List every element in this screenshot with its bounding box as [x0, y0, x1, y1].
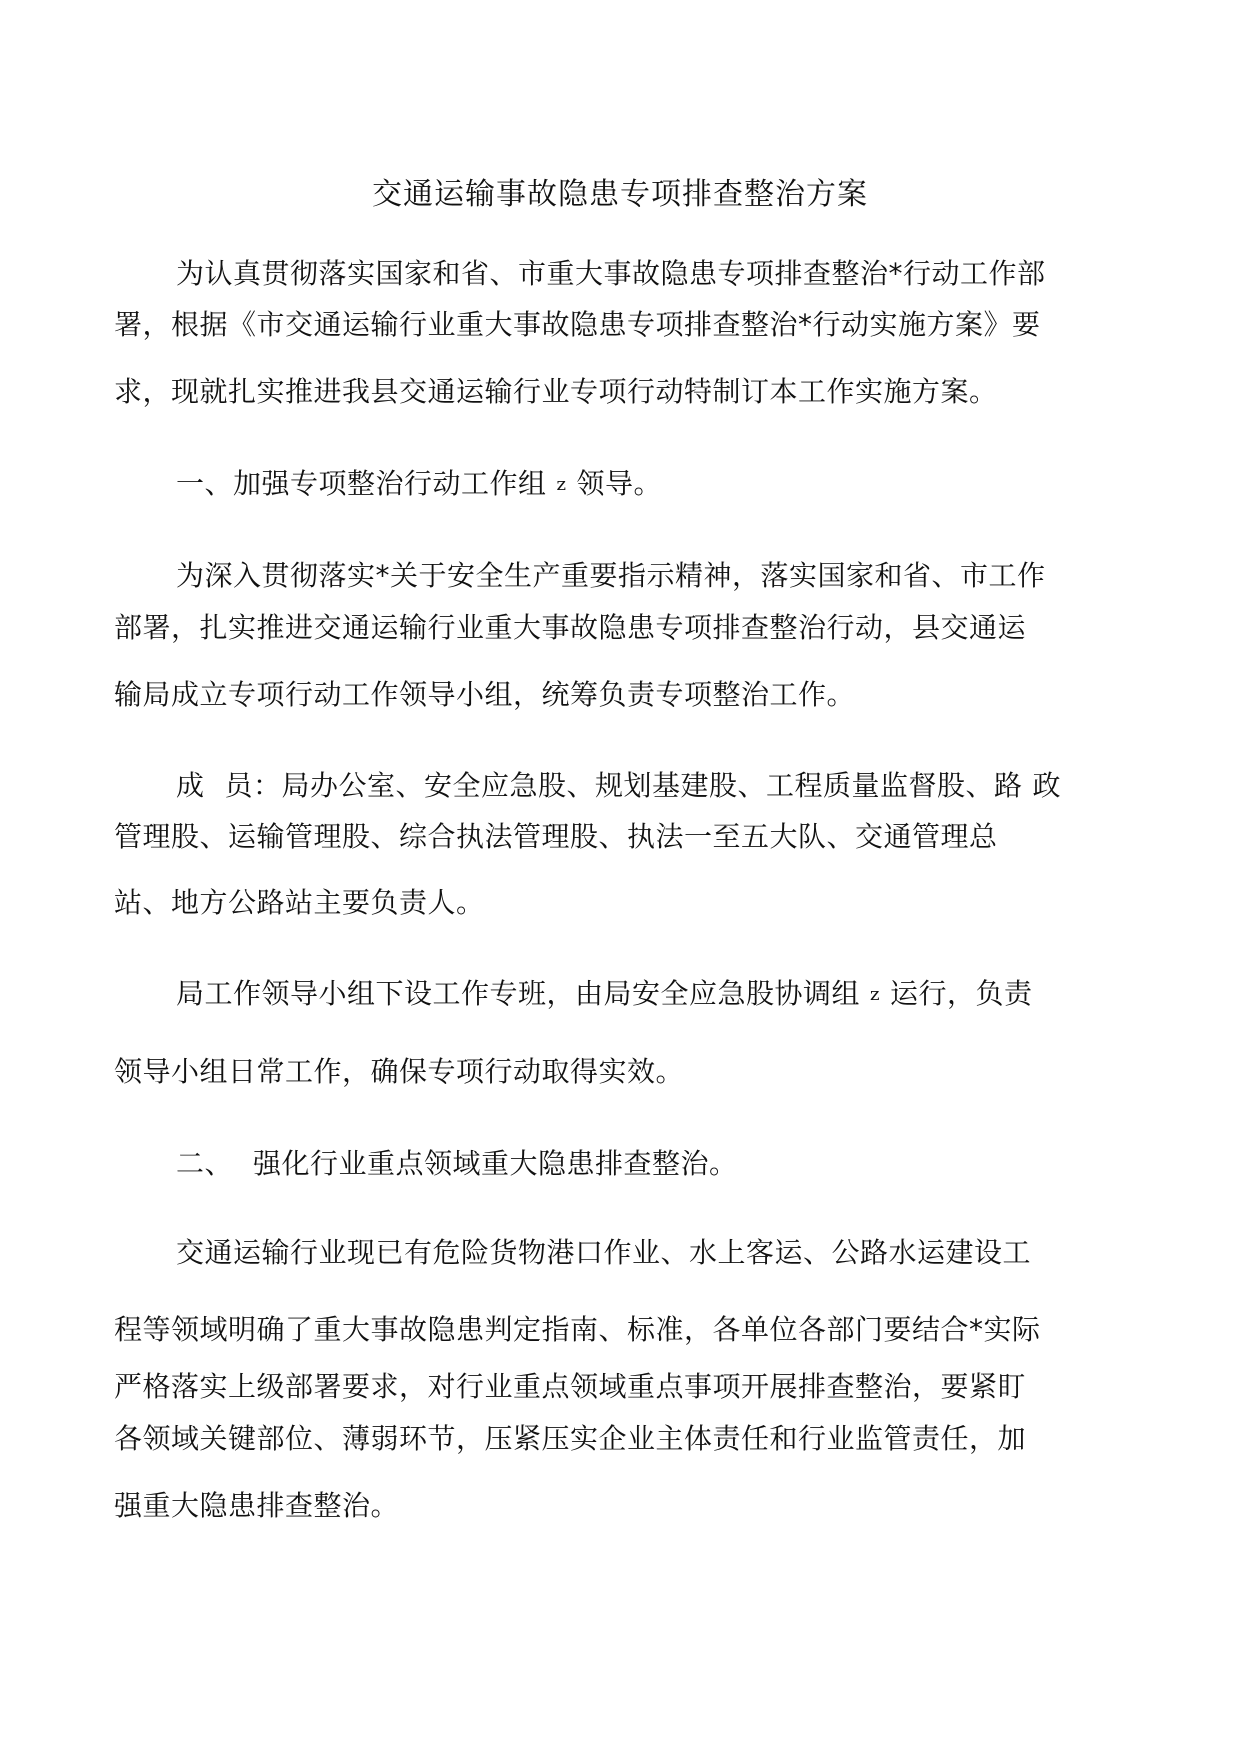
members-label-char-1: 成 [176, 769, 205, 802]
section-1-p1-line-2: 部署，扎实推进交通运输行业重大事故隐患专项排查整治行动，县交通运 [114, 611, 1027, 644]
section-1-p3-mark: z [870, 984, 880, 1005]
section-2-p1-line-3: 严格落实上级部署要求，对行业重点领域重点事项开展排查整治，要紧盯 [114, 1370, 1027, 1403]
intro-line-3: 求，现就扎实推进我县交通运输行业专项行动特制订本工作实施方案。 [114, 375, 998, 408]
section-2-p1-line-4: 各领域关键部位、薄弱环节，压紧压实企业主体责任和行业监管责任，加 [114, 1422, 1027, 1455]
section-1-p3-line-1 [176, 976, 1033, 1013]
section-1-heading-mark: z [556, 474, 567, 495]
members-line-2: 管理股、运输管理股、综合执法管理股、执法一至五大队、交通管理总 [114, 820, 998, 853]
section-1-heading [176, 466, 662, 503]
section-1-heading-text: 一、加强专项整治行动工作组 [176, 467, 547, 500]
section-1-heading-tail: 领导。 [576, 467, 663, 500]
section-2-p1-line-2: 程等领域明确了重大事故隐患判定指南、标准，各单位各部门要结合*实际 [114, 1313, 1041, 1346]
intro-line-2: 署，根据《市交通运输行业重大事故隐患专项排查整治*行动实施方案》要 [114, 308, 1041, 341]
members-list-start: 员：局办公室、安全应急股、规划基建股、工程质量监督股、路 [224, 769, 1023, 802]
section-2-heading [176, 1146, 738, 1182]
document-title: 交通运输事故隐患专项排查整治方案 [372, 177, 868, 212]
members-line-1 [176, 768, 1061, 804]
section-2-p1-line-5: 强重大隐患排查整治。 [114, 1489, 400, 1522]
section-2-p1-line-1: 交通运输行业现已有危险货物港口作业、水上客运、公路水运建设工 [176, 1236, 1032, 1269]
members-line-3: 站、地方公路站主要负责人。 [114, 886, 485, 919]
intro-line-1: 为认真贯彻落实国家和省、市重大事故隐患专项排查整治*行动工作部 [176, 257, 1046, 290]
section-1-p3-text: 局工作领导小组下设工作专班，由局安全应急股协调组 [176, 977, 861, 1010]
section-1-p1-line-1: 为深入贯彻落实*关于安全生产重要指示精神，落实国家和省、市工作 [176, 559, 1046, 592]
section-1-p3-line-2: 领导小组日常工作，确保专项行动取得实效。 [114, 1055, 685, 1088]
section-1-p1-line-3: 输局成立专项行动工作领导小组，统筹负责专项整治工作。 [114, 678, 856, 711]
section-2-heading-number: 二、 [176, 1147, 234, 1180]
members-line-1-end: 政 [1032, 769, 1062, 802]
section-1-p3-tail: 运行，负责 [890, 977, 1033, 1010]
section-2-heading-text: 强化行业重点领域重大隐患排查整治。 [253, 1147, 738, 1180]
